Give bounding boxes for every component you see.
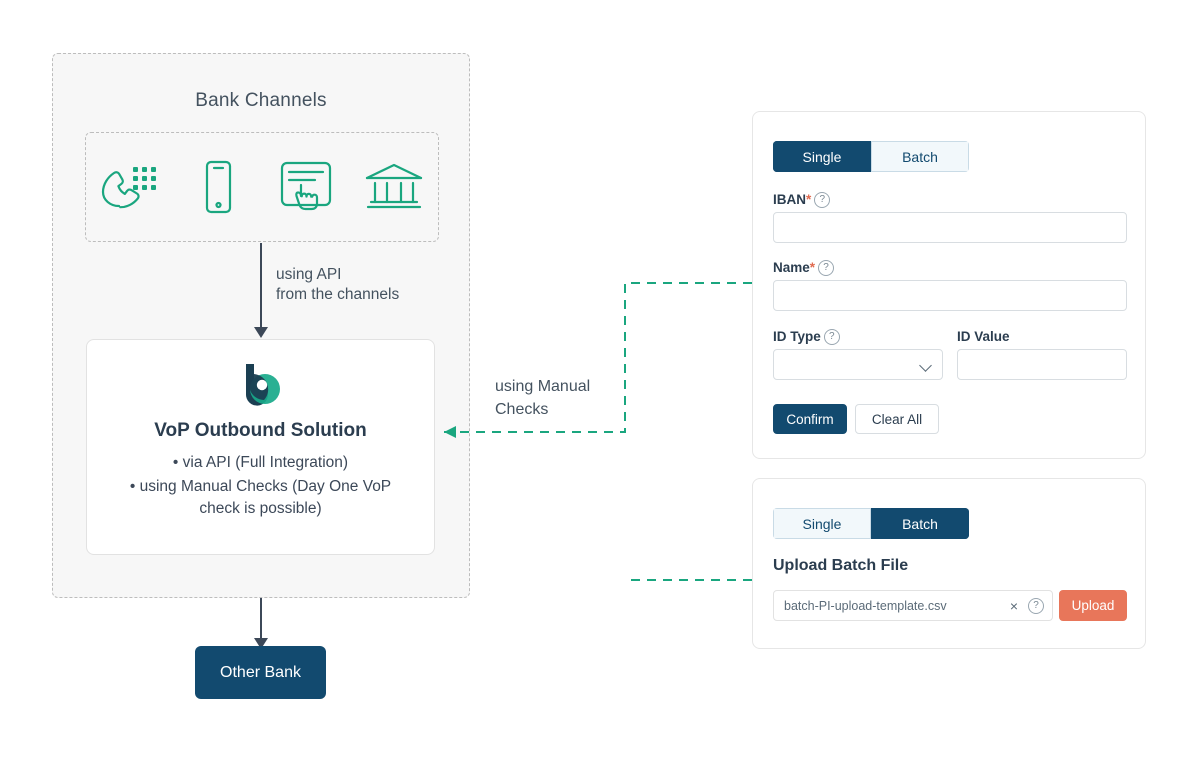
- upload-batch-title: Upload Batch File: [773, 557, 909, 574]
- id-type-select[interactable]: [773, 349, 943, 380]
- manual-checks-label-line1: using Manual: [495, 378, 591, 395]
- vop-logo-icon: [87, 360, 434, 410]
- id-type-help-icon[interactable]: ?: [824, 329, 840, 345]
- channels-container: [85, 132, 439, 242]
- single-check-card: [752, 111, 1146, 459]
- batch-upload-card: [752, 478, 1146, 649]
- upload-button[interactable]: Upload: [1059, 590, 1127, 621]
- phone-keypad-icon: [99, 156, 161, 218]
- file-input-row[interactable]: [773, 590, 1053, 621]
- id-value-input[interactable]: [957, 349, 1127, 380]
- file-help-icon[interactable]: ?: [1028, 598, 1044, 614]
- manual-checks-label: [495, 375, 590, 421]
- vop-bullet-list: [109, 452, 412, 520]
- id-value-label-text: ID Value: [957, 329, 1010, 344]
- vop-solution-card: [86, 339, 435, 555]
- arrow-solution-to-bank: [260, 598, 262, 642]
- tab-single[interactable]: Single: [773, 508, 871, 539]
- arrow-head-channels: [254, 327, 268, 338]
- api-label: [276, 265, 399, 305]
- arrow-channels-to-solution: [260, 243, 262, 331]
- close-icon[interactable]: ×: [1009, 597, 1019, 614]
- list-item: • via API (Full Integration): [109, 452, 412, 474]
- name-label: [773, 260, 834, 276]
- api-label-line1: using API: [276, 266, 342, 283]
- bank-building-icon: [363, 156, 425, 218]
- manual-checks-connector: [420, 270, 800, 600]
- manual-checks-label-line2: Checks: [495, 401, 549, 418]
- name-input[interactable]: [773, 280, 1127, 311]
- api-label-line2: from the channels: [276, 286, 400, 303]
- tab-batch[interactable]: Batch: [871, 508, 969, 539]
- list-item: • using Manual Checks (Day One VoP check is possible): [109, 476, 412, 520]
- file-name-text: batch-PI-upload-template.csv: [784, 598, 947, 613]
- iban-input[interactable]: [773, 212, 1127, 243]
- id-type-label: [773, 329, 840, 345]
- iban-required-marker: *: [806, 192, 812, 207]
- id-type-label-text: ID Type: [773, 329, 821, 344]
- iban-label: [773, 192, 830, 208]
- touch-screen-icon: [275, 156, 337, 218]
- clear-all-button[interactable]: Clear All: [855, 404, 939, 434]
- id-value-label: [957, 329, 1010, 344]
- tab-batch[interactable]: Batch: [871, 141, 969, 172]
- name-help-icon[interactable]: ?: [818, 260, 834, 276]
- vop-title: VoP Outbound Solution: [154, 420, 367, 441]
- mobile-phone-icon: [187, 156, 249, 218]
- tab-single[interactable]: Single: [773, 141, 871, 172]
- iban-label-text: IBAN: [773, 192, 806, 207]
- name-label-text: Name: [773, 260, 810, 275]
- single-card-tabs: [773, 141, 969, 172]
- chevron-down-icon: [919, 359, 932, 372]
- other-bank-node: Other Bank: [195, 646, 326, 699]
- batch-card-tabs: [773, 508, 969, 539]
- name-required-marker: *: [809, 260, 816, 275]
- confirm-button[interactable]: Confirm: [773, 404, 847, 434]
- iban-help-icon[interactable]: ?: [814, 192, 830, 208]
- page-title: Bank Channels: [195, 90, 327, 111]
